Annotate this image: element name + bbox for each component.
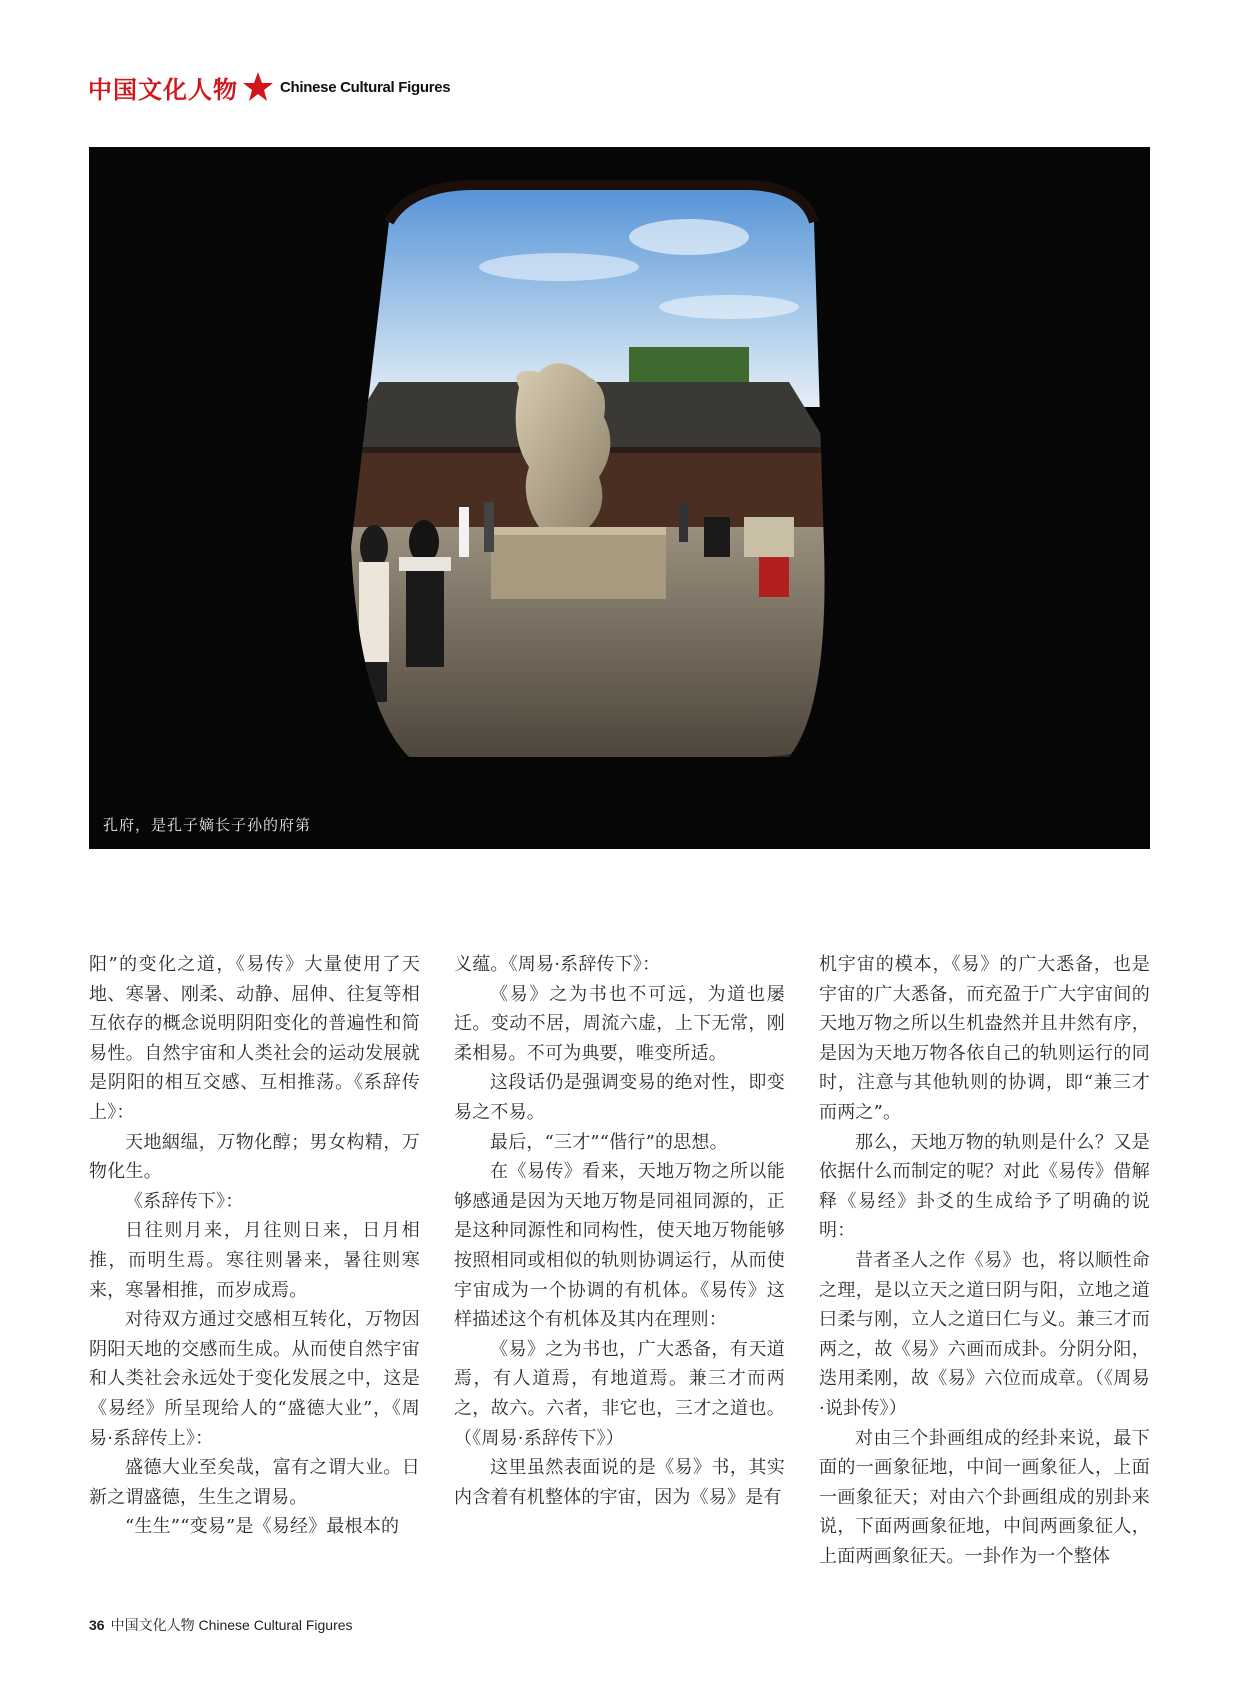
paragraph: 《易》之为书也不可远，为道也屡迁。变动不居，周流六虚，上下无常，刚柔相易。不可为典要，唯变所适。 <box>454 983 785 1064</box>
page-footer <box>89 1615 353 1635</box>
paragraph: 《易》之为书也，广大悉备，有天道焉，有人道焉，有地道焉。兼三才而两之，故六。六者，非它也，三才之道也。（《周易·系辞传下》） <box>454 1338 785 1449</box>
article-body <box>89 950 1150 1567</box>
paragraph: 《系辞传下》： <box>125 1190 244 1212</box>
paragraph: 这段话仍是强调变易的绝对性，即变易之不易。 <box>454 1072 785 1123</box>
paragraph: 这里虽然表面说的是《易》书，其实内含着有机整体的宇宙，因为《易》是有 <box>454 1457 785 1508</box>
paragraph: 义蕴。《周易·系辞传下》： <box>454 954 661 975</box>
paragraph: 阳”的变化之道，《易传》大量使用了天地、寒暑、刚柔、动静、屈伸、往复等相互依存的概念说明阴阳变化的普遍性和简易性。自然宇宙和人类社会的运动发展就是阴阳的相互交感、互相推荡。《系辞传上》： <box>89 954 420 1123</box>
text-column-3 <box>819 950 1150 1571</box>
paragraph: 最后，“三才”“偕行”的思想。 <box>490 1131 728 1153</box>
photo-confucius-mansion <box>89 147 1150 849</box>
text-column-1 <box>89 950 420 1542</box>
masthead-en-title: Chinese Cultural Figures <box>280 78 451 96</box>
paragraph: “生生”“变易”是《易经》最根本的 <box>125 1516 400 1538</box>
photo-image <box>89 147 1150 849</box>
paragraph: 对待双方通过交感相互转化，万物因阴阳天地的交感而生成。从而使自然宇宙和人类社会永远处于变化发展之中，这是《易经》所呈现给人的“盛德大业”，《周易·系辞传上》： <box>89 1309 420 1449</box>
paragraph: 在《易传》看来，天地万物之所以能够感通是因为天地万物是同祖同源的，正是这种同源性和同构性，使天地万物能够按照相同或相似的轨则协调运行，从而使宇宙成为一个协调的有机体。《易传》这样描述这个有机体及其内在理则： <box>454 1161 785 1331</box>
page-number: 36 <box>89 1617 105 1633</box>
masthead <box>88 70 450 104</box>
photo-caption: 孔府，是孔子嫡长子孙的府第 <box>103 816 312 834</box>
paragraph: 昔者圣人之作《易》也，将以顺性命之理，是以立天之道曰阴与阳，立地之道曰柔与刚，立人之道曰仁与义。兼三才而两之，故《易》六画而成卦。分阴分阳，迭用柔刚，故《易》六位而成章。（《周易·说卦传》） <box>819 1249 1150 1419</box>
masthead-cn-title: 中国文化人物 <box>88 74 238 104</box>
star-icon <box>242 71 274 103</box>
paragraph: 对由三个卦画组成的经卦来说，最下面的一画象征地，中间一画象征人，上面一画象征天；对由六个卦画组成的别卦来说，下面两画象征地，中间两画象征人，上面两画象征天。一卦作为一个整体 <box>819 1427 1150 1567</box>
paragraph: 天地絪缊，万物化醇；男女构精，万物化生。 <box>89 1131 420 1183</box>
footer-publication: 中国文化人物 Chinese Cultural Figures <box>110 1617 353 1633</box>
paragraph: 日往则月来，月往则日来，日月相推，而明生焉。寒往则暑来，暑往则寒来，寒暑相推，而岁成焉。 <box>89 1220 420 1301</box>
text-column-2 <box>454 950 785 1512</box>
paragraph: 那么，天地万物的轨则是什么？又是依据什么而制定的呢？对此《易传》借解释《易经》卦爻的生成给予了明确的说明： <box>819 1131 1150 1242</box>
paragraph: 盛德大业至矣哉，富有之谓大业。日新之谓盛德，生生之谓易。 <box>89 1457 420 1508</box>
paragraph: 机宇宙的模本，《易》的广大悉备，也是宇宙的广大悉备，而充盈于广大宇宙间的天地万物之所以生机盎然并且井然有序，是因为天地万物各依自己的轨则运行的同时，注意与其他轨则的协调，即“兼三才而两之”。 <box>819 954 1150 1123</box>
